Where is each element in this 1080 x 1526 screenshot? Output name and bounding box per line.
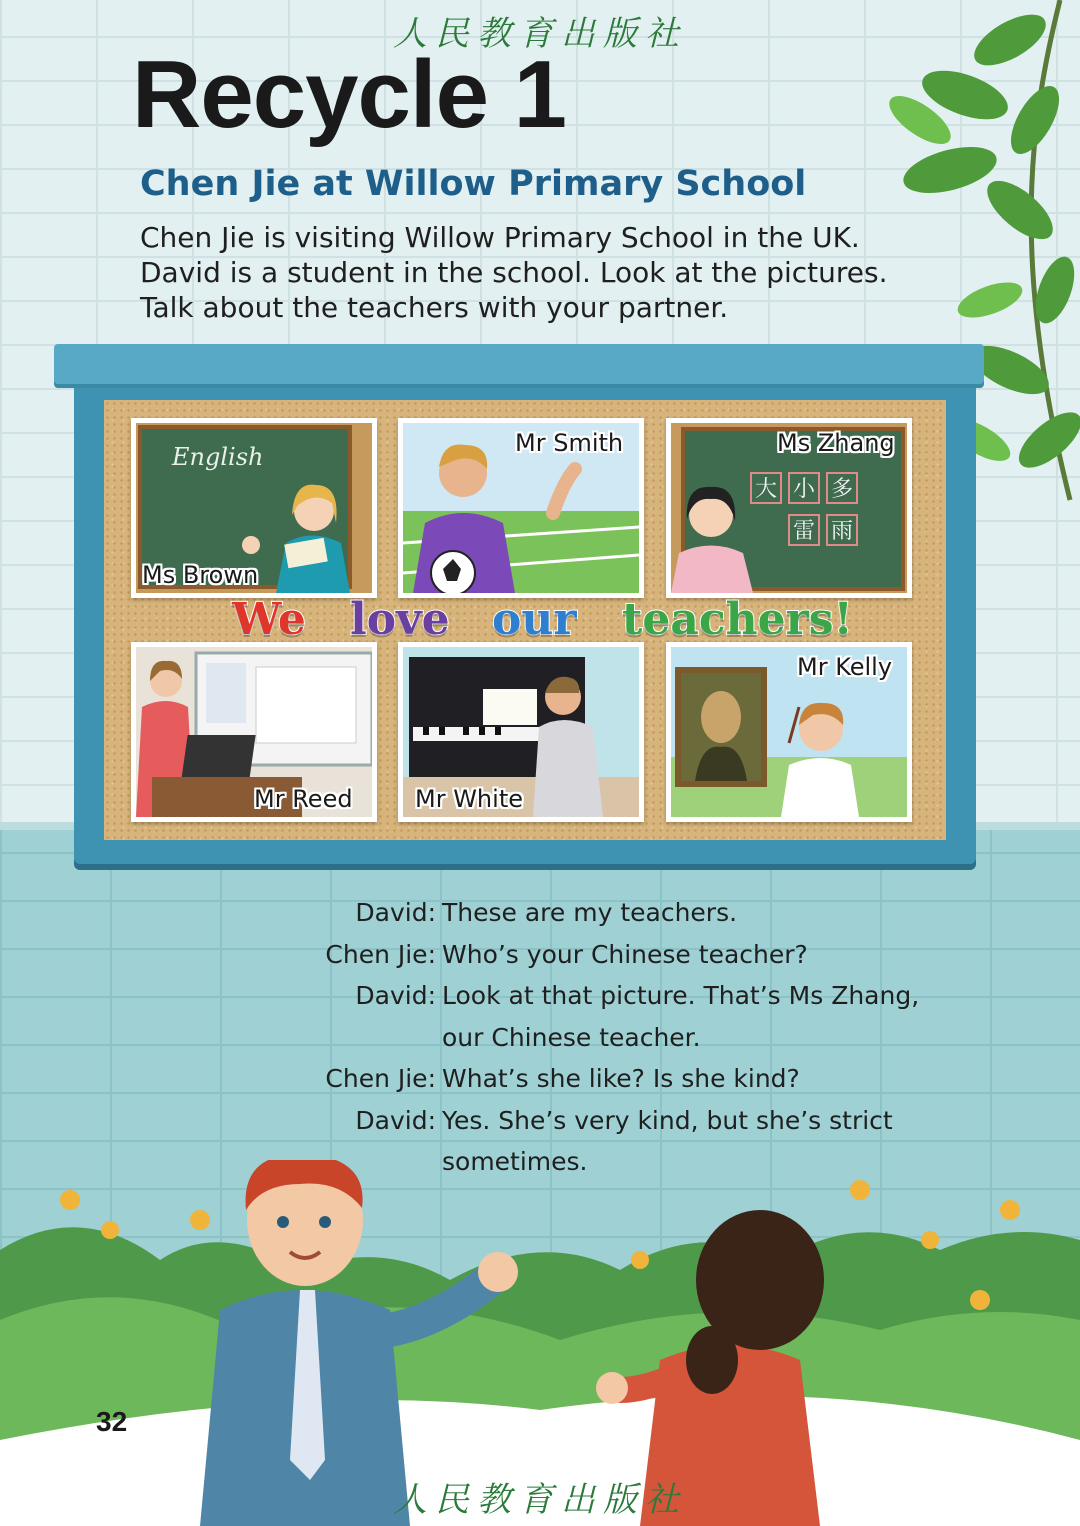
bulletin-board-top	[54, 344, 984, 384]
speech-text: Yes. She’s very kind, but she’s strict	[442, 1105, 893, 1135]
board-slogan	[232, 594, 872, 646]
teacher-name-label: Mr Reed	[254, 785, 353, 813]
publisher-watermark-bottom: 人民教育出版社	[393, 1480, 687, 1520]
board-character: 雷	[792, 519, 816, 544]
speech-text: What’s she like? Is she kind?	[442, 1064, 800, 1094]
dialogue-line	[318, 1058, 958, 1100]
dialogue-line	[318, 1017, 958, 1059]
publisher-watermark-top: 人民教育出版社	[393, 14, 687, 54]
section-subtitle: Chen Jie at Willow Primary School	[140, 164, 807, 204]
dialogue-block	[318, 892, 958, 1183]
speaker-name: Chen Jie:	[325, 1064, 436, 1094]
teacher-name-label: Mr Kelly	[797, 653, 893, 681]
speaker-name: David:	[355, 1105, 436, 1135]
photo-mr-reed	[131, 642, 377, 822]
slogan-word: We	[232, 594, 306, 645]
speech-text: Look at that picture. That’s Ms Zhang,	[442, 981, 920, 1011]
photo-mr-white	[398, 642, 644, 822]
speech-text: Who’s your Chinese teacher?	[442, 939, 808, 969]
dialogue-line	[318, 1100, 958, 1142]
speaker-name: David:	[355, 981, 436, 1011]
board-character: 小	[792, 477, 816, 502]
speech-text: sometimes.	[442, 1147, 588, 1177]
intro-paragraph	[140, 220, 940, 325]
board-word-english: English	[172, 443, 264, 471]
speaker-name: David:	[355, 898, 436, 928]
board-character: 雨	[830, 519, 854, 544]
dialogue-line	[318, 892, 958, 934]
slogan-word: teachers!	[622, 594, 853, 645]
speech-text: These are my teachers.	[442, 898, 738, 928]
intro-line: Chen Jie is visiting Willow Primary School in the UK.	[140, 221, 860, 254]
board-character: 多	[830, 477, 854, 502]
speech-text: our Chinese teacher.	[442, 1022, 701, 1052]
dialogue-line	[318, 975, 958, 1017]
page-number: 32	[96, 1406, 128, 1437]
intro-line: Talk about the teachers with your partner.	[140, 291, 729, 324]
teacher-name-label: Mr White	[415, 785, 523, 813]
slogan-word: our	[492, 594, 577, 645]
teacher-name-label: Mr Smith	[515, 429, 624, 457]
board-character: 大	[754, 477, 778, 502]
slogan-word: love	[350, 594, 450, 645]
teacher-name-label: Ms Brown	[142, 561, 259, 589]
speaker-name: Chen Jie:	[325, 939, 436, 969]
intro-line: David is a student in the school. Look at the pictures.	[140, 256, 888, 289]
page-title: Recycle 1	[132, 41, 567, 148]
photo-ms-zhang	[666, 418, 912, 598]
photo-ms-brown	[131, 418, 377, 598]
photo-mr-kelly	[666, 642, 912, 822]
photo-mr-smith	[398, 418, 644, 598]
dialogue-line	[318, 934, 958, 976]
teacher-name-label: Ms Zhang	[777, 429, 895, 457]
